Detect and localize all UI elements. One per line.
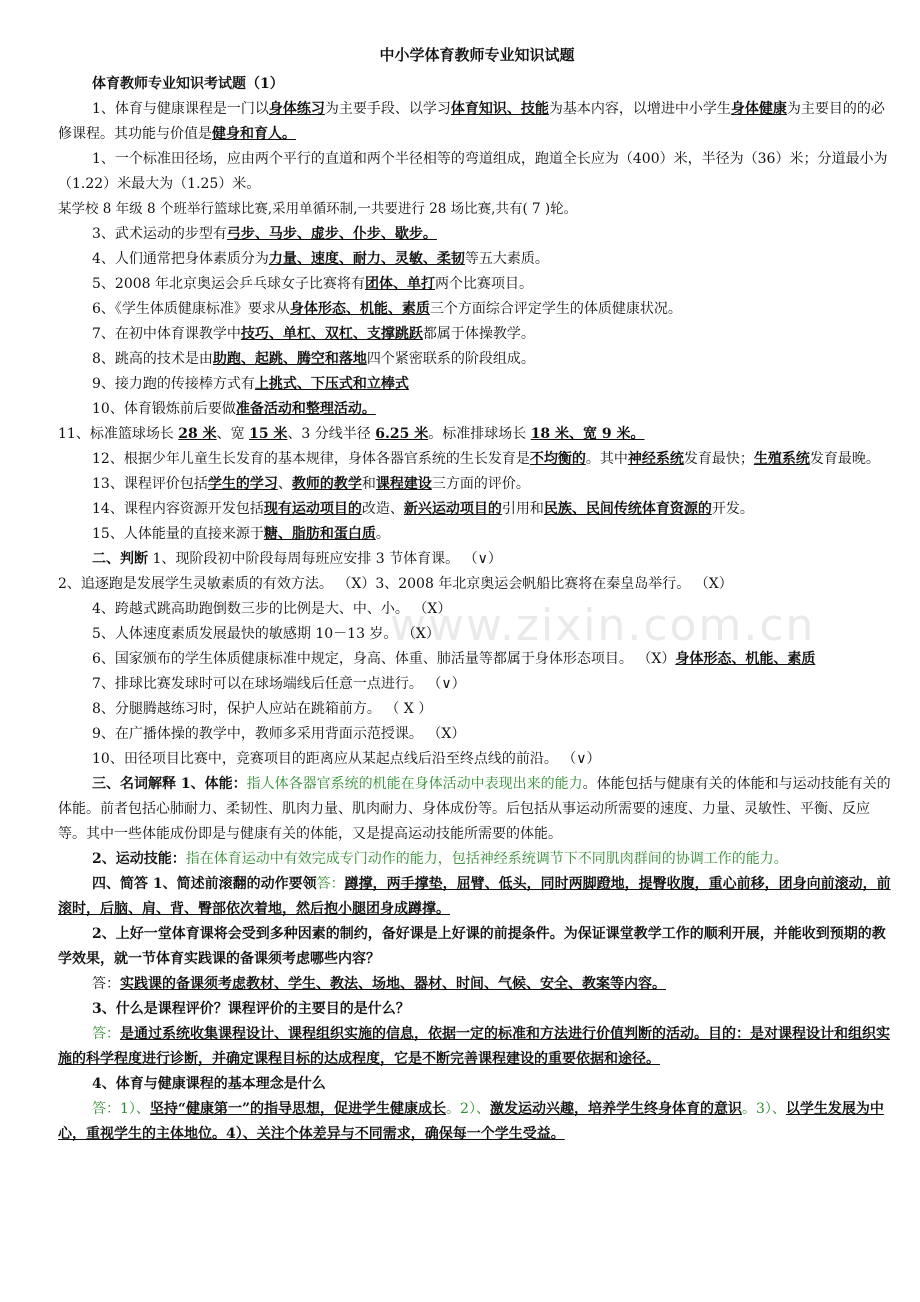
- question-11: 11、标准篮球场长 28 米、宽 15 米、3 分线半径 6.25 米。标准排球场长 18 米、宽 9 米。: [58, 426, 645, 442]
- question-13: 13、课程评价包括学生的学习、教师的教学和课程建设三方面的评价。: [92, 476, 530, 492]
- judge-7: 7、排球比赛发球时可以在球场端线后任意一点进行。 （∨）: [92, 676, 466, 692]
- judge-10: 10、田径项目比赛中，竞赛项目的距离应从某起点线后沿至终点线的前沿。 （∨）: [92, 751, 601, 767]
- question-9: 9、接力跑的传接棒方式有上挑式、下压式和立棒式: [92, 376, 409, 392]
- judge-9: 9、在广播体操的教学中，教师多采用背面示范授课。 （X）: [92, 726, 466, 742]
- question-6: 6、《学生体质健康标准》要求从身体形态、机能、素质三个方面综合评定学生的体质健康状况。: [92, 301, 682, 317]
- short-question-2: 2、上好一堂体育课将会受到多种因素的制约，备好课是上好课的前提条件。为保证课堂教学工作的顺利开展，并能收到预期的教学效果，就一节体育实践课的备课须考虑哪些内容？: [58, 926, 886, 967]
- short-question-3: 3、什么是课程评价？课程评价的主要目的是什么？: [92, 1001, 410, 1017]
- term-1: 三、名词解释 1、体能：指人体各器官系统的机能在身体活动中表现出来的能力。体能包括与健康有关的体能和与运动技能有关的体能。前者包括心肺耐力、柔韧性、肌肉力量、肌肉耐力、身体成份等。后包括从事运动所需要的速度、力量、灵敏性、平衡、反应等。其中一些体能成份即是与健康有关的体能，又是提高运动技能所需要的体能。: [58, 776, 891, 842]
- question-2: 某学校 8 年级 8 个班举行篮球比赛,采用单循环制,一共要进行 28 场比赛,共有( 7 )轮。: [58, 201, 578, 217]
- judge-1: 二、判断 1、现阶段初中阶段每周每班应安排 3 节体育课。 （∨）: [92, 551, 502, 567]
- short-answer-3: 答：是通过系统收集课程设计、课程组织实施的信息，依据一定的标准和方法进行价值判断的活动。目的：是对课程设计和组织实施的科学程度进行诊断，并确定课程目标的达成程度，它是不断完善课程建设的重要依据和途径。: [58, 1026, 890, 1067]
- judge-5: 5、人体速度素质发展最快的敏感期 10－13 岁。 （X）: [92, 626, 440, 642]
- question-14: 14、课程内容资源开发包括现有运动项目的改造、新兴运动项目的引用和民族、民间传统体育资源的开发。: [92, 501, 754, 517]
- question-1b: 1、一个标准田径场，应由两个平行的直道和两个半径相等的弯道组成，跑道全长应为（400）米，半径为（36）米；分道最小为（1.22）米最大为（1.25）米。: [58, 151, 888, 192]
- section-heading-judge: 二、判断: [92, 551, 148, 567]
- question-4: 4、人们通常把身体素质分为力量、速度、耐力、灵敏、柔韧等五大素质。: [92, 251, 549, 267]
- exam-subtitle: 体育教师专业知识考试题（1）: [92, 76, 284, 92]
- watermark: www.zixin.com.cn: [390, 600, 816, 651]
- section-heading-terms: 三、名词解释: [92, 776, 176, 792]
- document-page: [58, 44, 896, 1147]
- term-2: 2、运动技能：指在体育运动中有效完成专门动作的能力，包括神经系统调节下不同肌肉群间的协调工作的能力。: [92, 851, 788, 867]
- question-8: 8、跳高的技术是由助跑、起跳、腾空和落地四个紧密联系的阶段组成。: [92, 351, 535, 367]
- page-title: 中小学体育教师专业知识试题: [379, 46, 575, 64]
- short-question-4: 4、体育与健康课程的基本理念是什么: [92, 1076, 326, 1092]
- question-10: 10、体育锻炼前后要做准备活动和整理活动。: [92, 401, 376, 417]
- judge-4: 4、跨越式跳高助跑倒数三步的比例是大、中、小。 （X）: [92, 601, 452, 617]
- judge-2: 2、追逐跑是发展学生灵敏素质的有效方法。 （X）3、2008 年北京奥运会帆船比赛将在秦皇岛举行。 （X）: [58, 576, 733, 592]
- question-7: 7、在初中体育课教学中技巧、单杠、双杠、支撑跳跃都属于体操教学。: [92, 326, 535, 342]
- section-heading-short: 四、简答: [92, 876, 148, 892]
- question-12: 12、根据少年儿童生长发育的基本规律，身体各器官系统的生长发育是不均衡的。其中神经系统发育最快；生殖系统发育最晚。: [92, 451, 880, 467]
- question-15: 15、人体能量的直接来源于糖、脂肪和蛋白质。: [92, 526, 390, 542]
- short-answer-2: 答：实践课的备课须考虑教材、学生、教法、场地、器材、时间、气候、安全、教案等内容。: [92, 976, 666, 992]
- judge-6: 6、国家颁布的学生体质健康标准中规定，身高、体重、肺活量等都属于身体形态项目。 （X）身体形态、机能、素质: [92, 651, 816, 667]
- question-5: 5、2008 年北京奥运会乒乓球女子比赛将有团体、单打两个比赛项目。: [92, 276, 533, 292]
- question-3: 3、武术运动的步型有弓步、马步、虚步、仆步、歇步。: [92, 226, 437, 242]
- short-answer-1: 四、简答 1、简述前滚翻的动作要领答：蹲撑，两手撑垫，屈臂、低头，同时两脚蹬地，提臀收腹，重心前移，团身向前滚动，前滚时，后脑、肩、背、臀部依次着地，然后抱小腿团身成蹲撑。: [58, 876, 891, 917]
- judge-8: 8、分腿腾越练习时，保护人应站在跳箱前方。 （ X ）: [92, 701, 433, 717]
- question-1: 1、体育与健康课程是一门以身体练习为主要手段、以学习体育知识、技能为基本内容，以增进中小学生身体健康为主要目的的必修课程。其功能与价值是健身和育人。: [58, 101, 885, 142]
- short-answer-4: 答：1）、坚持“健康第一”的指导思想，促进学生健康成长。2）、激发运动兴趣，培养学生终身体育的意识。3）、以学生发展为中心，重视学生的主体地位。4）、关注个体差异与不同需求，确保每一个学生受益。: [58, 1101, 884, 1142]
